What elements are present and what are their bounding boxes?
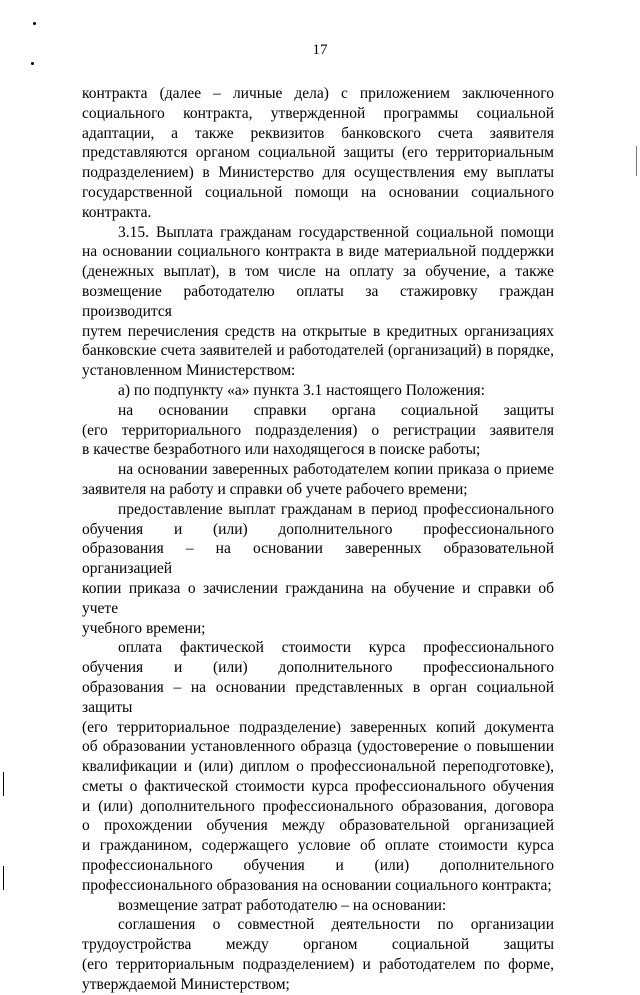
text-line: квалификации и (или) диплом о профессиональной переподготовке), — [82, 758, 554, 776]
page-number: 17 — [312, 42, 328, 58]
text-line: об образовании установленного образца (удостоверение о повышении — [82, 738, 554, 756]
paragraph-3-15 — [82, 223, 554, 381]
text-line: соглашения о совместной деятельности по организации — [118, 916, 554, 934]
text-line: на основании справки органа социальной защиты — [118, 401, 554, 419]
text-line: обучения и (или) дополнительного профессионального — [82, 659, 554, 677]
text-line: (его территориальное подразделение) заверенных копий документа — [82, 718, 554, 736]
text-line: заявителя на работу и справки об учете рабочего времени; — [82, 480, 468, 498]
text-line: (его территориального подразделения) о регистрации заявителя — [82, 421, 554, 439]
paragraph-employer-compensation — [82, 896, 554, 916]
text-line: установленном Министерством: — [82, 362, 296, 380]
paragraph-cooperation-agreement — [82, 915, 554, 994]
text-line: образования – на основании представленных в орган социальной защиты — [82, 678, 554, 716]
text-line: представляются органом социальной защиты (его территориальным — [82, 144, 554, 162]
text-line: подразделением) в Министерство для осуществления ему выплаты — [82, 164, 554, 182]
text-line: обучения и (или) дополнительного профессионального — [82, 520, 554, 538]
text-line: образования – на основании заверенных образовательной организацией — [82, 540, 554, 578]
text-line: оплата фактической стоимости курса профессионального — [118, 639, 554, 657]
text-line: путем перечисления средств на открытые в кредитных организациях — [82, 322, 554, 340]
text-line: банковские счета заявителей и работодателей (организаций) в порядке, — [82, 342, 554, 360]
text-line: учебного времени; — [82, 619, 206, 637]
paragraph-employment-order — [82, 460, 554, 500]
text-line: (денежных выплат), в том числе на оплату за обучение, а также — [82, 263, 554, 281]
paragraph-subitem-a — [82, 381, 554, 401]
text-line: а) по подпункту «а» пункта 3.1 настоящего Положения: — [118, 381, 485, 399]
scan-edge-mark-left-lower — [3, 866, 4, 890]
paragraph-unemployed-certificate — [82, 401, 554, 460]
text-line: и гражданином, содержащего условие об оплате стоимости курса — [82, 837, 554, 855]
text-line: возмещение затрат работодателю – на основании: — [118, 896, 447, 914]
text-line: контракта (далее – личные дела) с приложением заключенного — [82, 85, 554, 102]
text-line: государственной социальной помощи на основании социального — [82, 183, 554, 201]
text-line: на основании социального контракта в виде материальной поддержки — [82, 243, 554, 261]
paragraph-course-cost — [82, 638, 554, 895]
text-line: 3.15. Выплата гражданам государственной социальной помощи — [118, 223, 554, 241]
text-line: о прохождении обучения между образовательной организацией — [82, 817, 554, 835]
text-line: (его территориальным подразделением) и работодателем по форме, — [82, 956, 554, 974]
text-line: профессионального обучения и (или) дополнительного — [82, 857, 554, 875]
text-line: возмещение работодателю оплаты за стажировку граждан производится — [82, 282, 554, 320]
text-line: социального контракта, утвержденной программы социальной — [82, 104, 554, 122]
scan-edge-mark-left-upper — [3, 772, 4, 796]
text-line: и (или) дополнительного профессионального образования, договора — [82, 797, 554, 815]
text-line: профессионального образования на основании социального контракта; — [82, 876, 552, 894]
text-line: копии приказа о зачислении гражданина на обучение и справки об учете — [82, 579, 554, 617]
scan-dot-second — [31, 62, 34, 65]
paragraph-training-payments — [82, 500, 554, 639]
text-line: контракта. — [82, 203, 152, 221]
document-body — [82, 84, 554, 995]
paragraph-continuation — [82, 84, 554, 223]
scan-edge-mark-right — [636, 146, 637, 176]
text-line: адаптации, а также реквизитов банковского счета заявителя — [82, 124, 554, 142]
text-line: утверждаемой Министерством; — [82, 975, 290, 993]
text-line: предоставление выплат гражданам в период профессионального — [118, 500, 554, 518]
scan-dot-top — [33, 22, 36, 25]
text-line: в качестве безработного или находящегося в поиске работы; — [82, 441, 481, 459]
text-line: на основании заверенных работодателем копии приказа о приеме — [118, 461, 554, 479]
text-line: трудоустройства между органом социальной защиты — [82, 936, 554, 954]
text-line: сметы о фактической стоимости курса профессионального обучения — [82, 777, 554, 795]
